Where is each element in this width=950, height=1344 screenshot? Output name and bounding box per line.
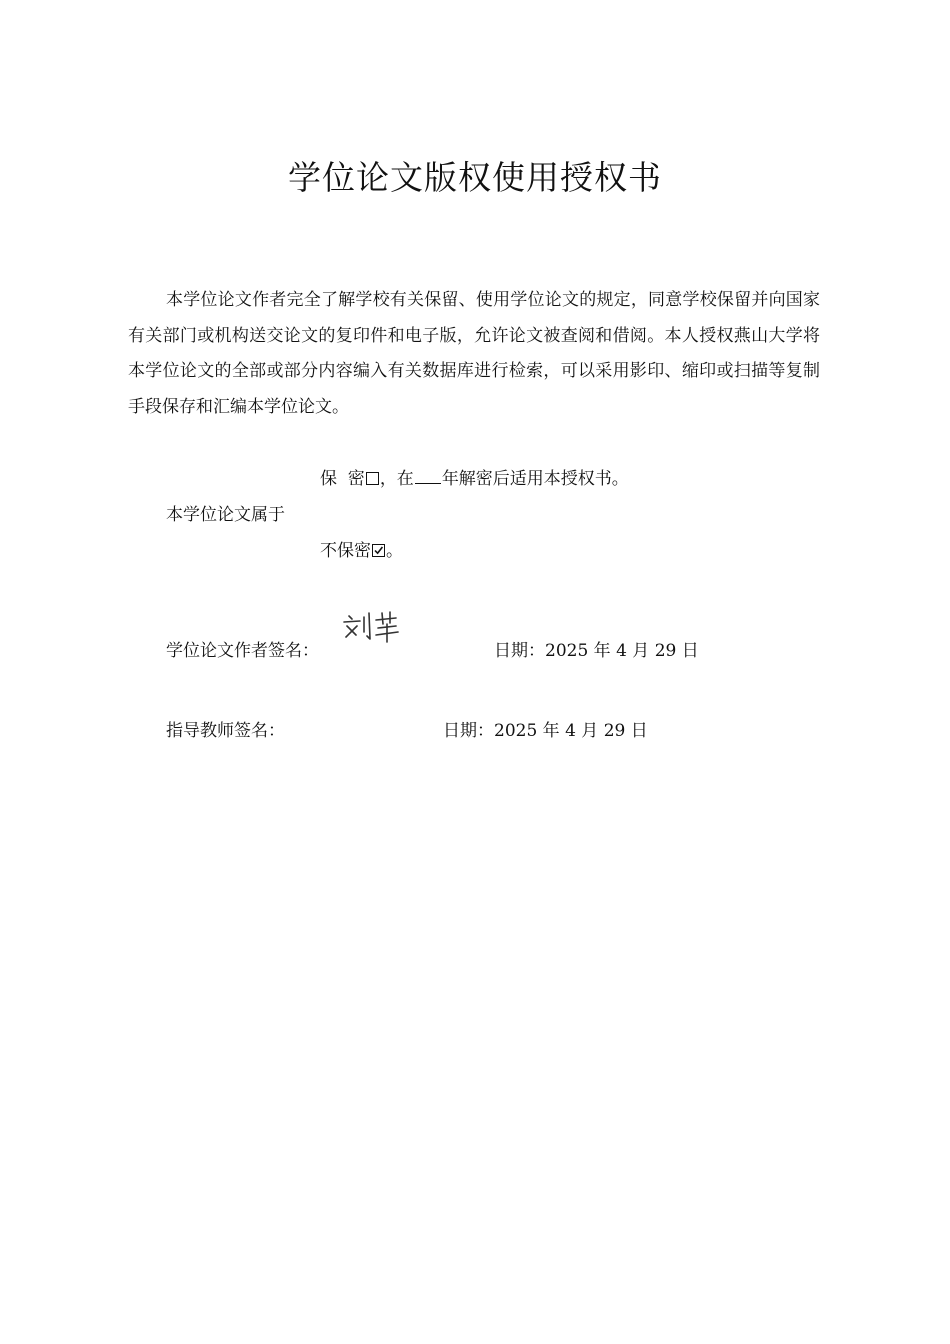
author-signature-label: 学位论文作者签名： [166, 641, 319, 661]
advisor-signature-label: 指导教师签名： [166, 721, 285, 741]
nonsecret-label: 不保密 [320, 541, 371, 561]
advisor-date [443, 716, 648, 741]
advisor-date-label: 日期： [443, 721, 494, 741]
authorization-statement: 本学位论文作者完全了解学校有关保留、使用学位论文的规定，同意学校保留并向国家有关部门或机构送交论文的复印件和电子版，允许论文被查阅和借阅。本人授权燕山大学将本学位论文的全部或部分内容编入有关数据库进行检索，可以采用影印、缩印或扫描等复制手段保存和汇编本学位论文。 [128, 290, 820, 417]
advisor-date-value: 2025 年 4 月 29 日 [494, 721, 648, 741]
checkmark-icon [373, 545, 384, 556]
year-blank [415, 469, 441, 484]
author-date-label: 日期： [494, 641, 545, 661]
classification-intro: 本学位论文属于 [166, 505, 285, 525]
secret-label: 保 密 [320, 469, 365, 489]
secret-suffix-before: ，在 [379, 469, 414, 489]
nonsecret-suffix: 。 [386, 541, 403, 561]
author-date [494, 636, 699, 661]
secret-option [320, 464, 629, 489]
secret-checkbox[interactable] [366, 472, 379, 485]
handwritten-signature [340, 608, 402, 644]
page-title: 学位论文版权使用授权书 [288, 158, 662, 197]
author-date-value: 2025 年 4 月 29 日 [545, 641, 699, 661]
secret-suffix-after: 年解密后适用本授权书。 [441, 469, 629, 489]
nonsecret-option [320, 536, 403, 561]
nonsecret-checkbox[interactable] [372, 544, 385, 557]
